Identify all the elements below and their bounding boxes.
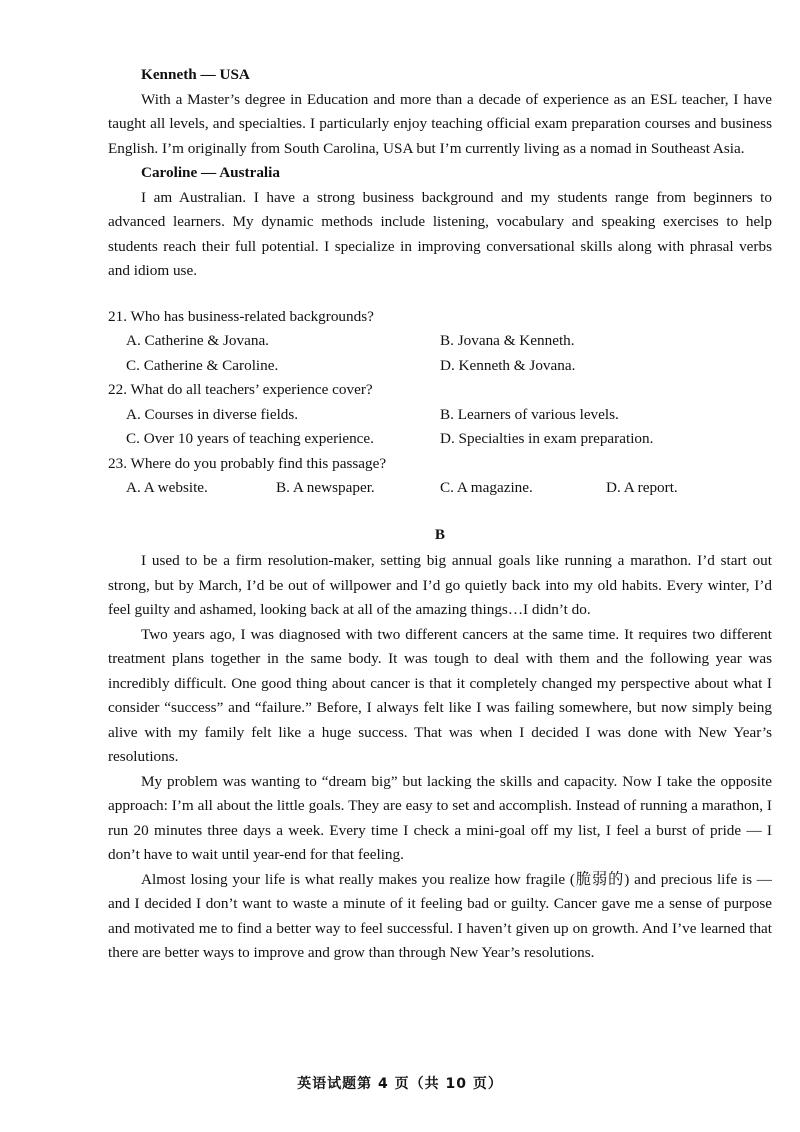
section-title: B <box>434 525 446 543</box>
question-stem: 21. Who has business-related backgrounds? <box>108 307 374 325</box>
option-a: A. A website. <box>126 479 208 496</box>
teacher-profile-caroline <box>108 161 772 284</box>
passage-b <box>108 523 772 966</box>
teacher-profile-kenneth <box>108 63 772 161</box>
page-footer: 英语试题第 4 页（共 10 页） <box>297 1076 503 1092</box>
question-stem: 23. Where do you probably find this passage? <box>108 454 387 472</box>
teacher-name: Caroline — Australia <box>141 164 280 181</box>
option-row <box>108 476 772 501</box>
exam-page <box>108 63 772 966</box>
option-row <box>108 403 772 428</box>
option-c: C. A magazine. <box>440 479 533 496</box>
question-list <box>108 305 772 501</box>
option-a: A. Courses in diverse fields. <box>126 405 299 423</box>
passage-paragraph: Almost losing your life is what really makes you realize how fragile (脆弱的) and precious life is — and I decided I don’t want to waste a minute of it feeling bad or guilty. Cancer gave me a sense of purpose and motivated me to find a better way to feel successful. I haven’t given up on growth. And I’ve learned that there are better ways to improve and grow than through New Year’s resolutions. <box>108 870 772 961</box>
option-d: D. Kenneth & Jovana. <box>440 356 576 374</box>
option-b: B. A newspaper. <box>276 479 375 496</box>
question-21 <box>108 305 772 379</box>
passage-paragraph: I used to be a firm resolution-maker, setting big annual goals like running a marathon. I’d start out strong, but by March, I’d be out of willpower and I’d go quietly back into my old habits. Every winter, I’d feel guilty and ashamed, looking back at all of the amazing things…I didn’t do. <box>108 552 772 618</box>
question-22 <box>108 378 772 452</box>
option-d: D. A report. <box>606 479 678 496</box>
option-c: C. Over 10 years of teaching experience. <box>126 430 374 447</box>
option-b: B. Learners of various levels. <box>440 405 619 423</box>
option-a: A. Catherine & Jovana. <box>126 332 269 349</box>
teacher-description: I am Australian. I have a strong business background and my students range from beginners to advanced learners. My dynamic methods include listening, vocabulary and speaking exercises to help students reach their full potential. I specialize in improving conversational skills along with phrasal verbs and idiom use. <box>108 188 772 279</box>
passage-paragraph: Two years ago, I was diagnosed with two different cancers at the same time. It requires two different treatment plans together in the same body. It was tough to deal with them and the following year was incredibly difficult. One good thing about cancer is that it completely changed my perspective about what I consider “success” and “failure.” Before, I always felt like I was failing somewhere, but now simply being alive with my family felt like a huge success. That was when I decided I was done with New Year’s resolutions. <box>108 625 772 765</box>
option-row <box>108 329 772 354</box>
teacher-name: Kenneth — USA <box>141 66 250 83</box>
option-row <box>108 354 772 379</box>
question-23 <box>108 452 772 501</box>
option-c: C. Catherine & Caroline. <box>126 356 279 374</box>
teacher-description: With a Master’s degree in Education and more than a decade of experience as an ESL teacher, I have taught all levels, and specialties. I particularly enjoy teaching official exam preparation courses and business English. I’m originally from South Carolina, USA but I’m currently living as a nomad in Southeast Asia. <box>108 90 772 157</box>
question-stem: 22. What do all teachers’ experience cover? <box>108 381 373 398</box>
option-b: B. Jovana & Kenneth. <box>440 332 575 349</box>
option-row <box>108 427 772 452</box>
passage-paragraph: My problem was wanting to “dream big” but lacking the skills and capacity. Now I take the opposite approach: I’m all about the little goals. They are easy to set and accomplish. Instead of running a marathon, I run 20 minutes three days a week. Every time I check a mini-goal off my list, I feel a burst of pride — I don’t have to wait until year-end for that feeling. <box>108 772 772 863</box>
option-d: D. Specialties in exam preparation. <box>440 430 654 447</box>
